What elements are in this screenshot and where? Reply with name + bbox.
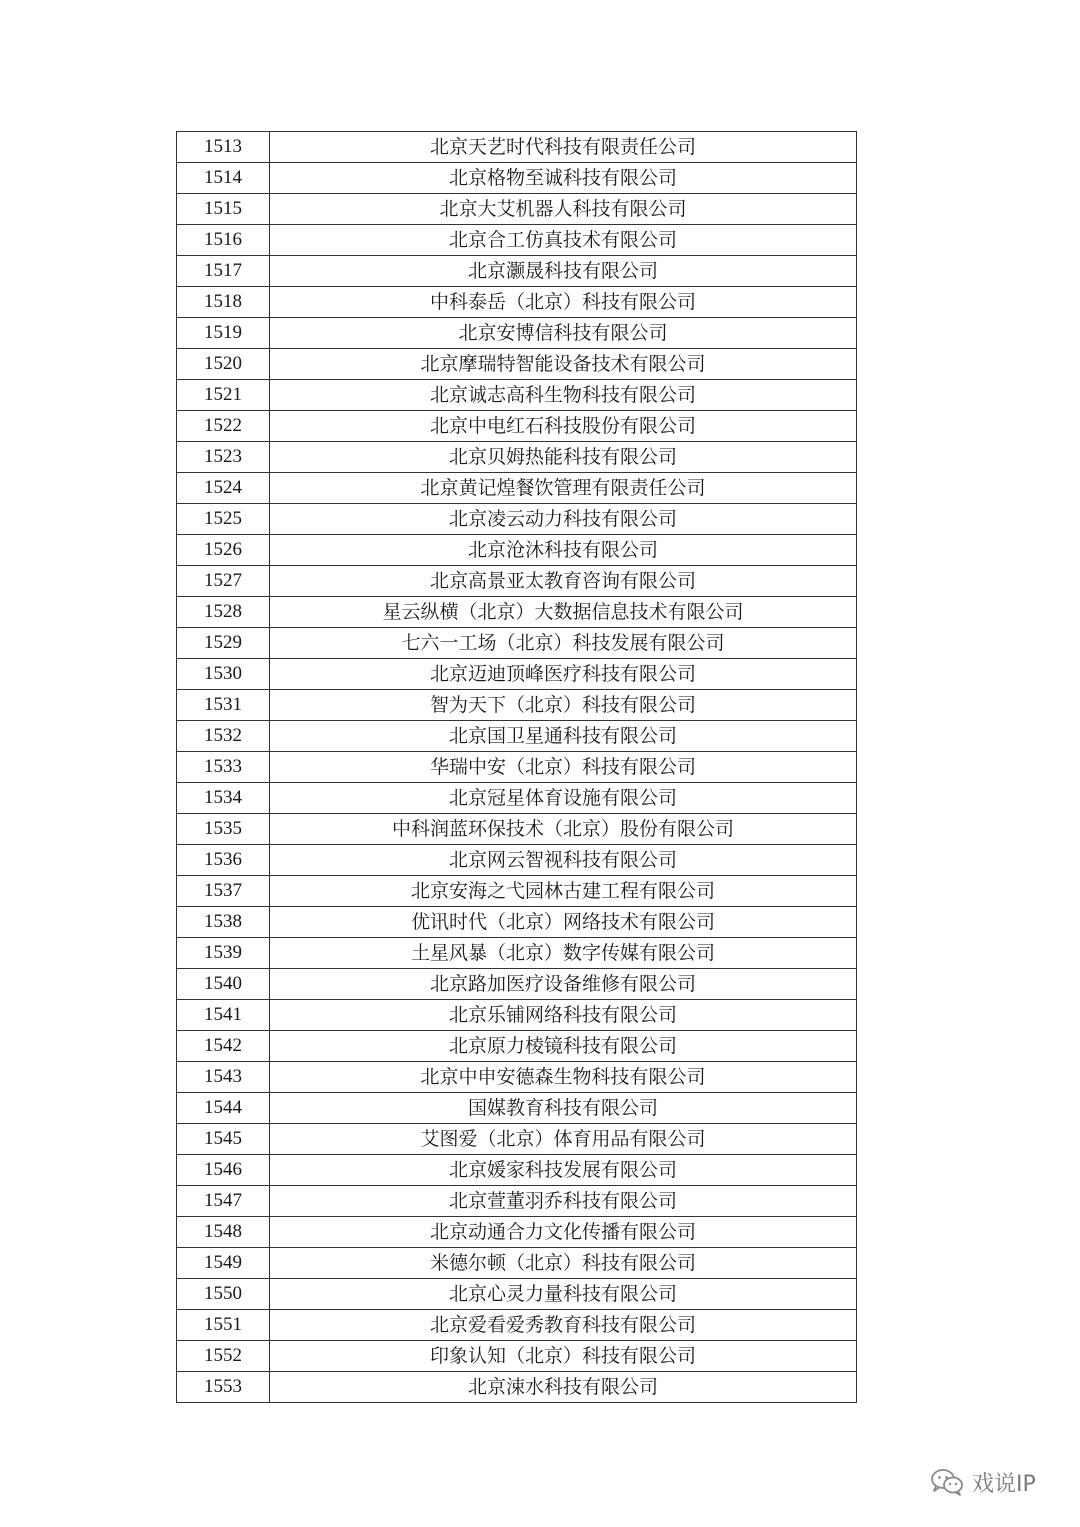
row-number: 1539	[177, 938, 270, 969]
table-row	[177, 814, 857, 845]
table-row	[177, 845, 857, 876]
table-row	[177, 690, 857, 721]
row-number: 1542	[177, 1031, 270, 1062]
company-name: 北京格物至诚科技有限公司	[270, 163, 857, 194]
table-row	[177, 225, 857, 256]
row-number: 1519	[177, 318, 270, 349]
table-row	[177, 256, 857, 287]
table-row	[177, 721, 857, 752]
table-row	[177, 659, 857, 690]
table-row	[177, 1372, 857, 1403]
row-number: 1524	[177, 473, 270, 504]
company-name: 北京中电红石科技股份有限公司	[270, 411, 857, 442]
row-number: 1550	[177, 1279, 270, 1310]
company-name: 北京爱看爱秀教育科技有限公司	[270, 1310, 857, 1341]
table-row	[177, 1062, 857, 1093]
company-name: 北京心灵力量科技有限公司	[270, 1279, 857, 1310]
row-number: 1536	[177, 845, 270, 876]
table-row	[177, 783, 857, 814]
company-name: 北京冠星体育设施有限公司	[270, 783, 857, 814]
row-number: 1513	[177, 132, 270, 163]
row-number: 1531	[177, 690, 270, 721]
table-row	[177, 504, 857, 535]
company-name: 华瑞中安（北京）科技有限公司	[270, 752, 857, 783]
row-number: 1544	[177, 1093, 270, 1124]
row-number: 1538	[177, 907, 270, 938]
table-body	[177, 132, 857, 1403]
table-row	[177, 411, 857, 442]
row-number: 1533	[177, 752, 270, 783]
company-name: 星云纵横（北京）大数据信息技术有限公司	[270, 597, 857, 628]
table-row	[177, 1217, 857, 1248]
company-name: 北京安博信科技有限公司	[270, 318, 857, 349]
row-number: 1521	[177, 380, 270, 411]
company-name: 北京合工仿真技术有限公司	[270, 225, 857, 256]
company-name: 北京诚志高科生物科技有限公司	[270, 380, 857, 411]
row-number: 1546	[177, 1155, 270, 1186]
company-name: 国媒教育科技有限公司	[270, 1093, 857, 1124]
row-number: 1545	[177, 1124, 270, 1155]
company-name: 北京摩瑞特智能设备技术有限公司	[270, 349, 857, 380]
table-row	[177, 907, 857, 938]
company-name: 七六一工场（北京）科技发展有限公司	[270, 628, 857, 659]
company-name: 北京路加医疗设备维修有限公司	[270, 969, 857, 1000]
table-row	[177, 380, 857, 411]
row-number: 1520	[177, 349, 270, 380]
company-name: 北京迈迪顶峰医疗科技有限公司	[270, 659, 857, 690]
row-number: 1523	[177, 442, 270, 473]
row-number: 1515	[177, 194, 270, 225]
row-number: 1540	[177, 969, 270, 1000]
company-name: 北京中申安德森生物科技有限公司	[270, 1062, 857, 1093]
company-name: 艾图爱（北京）体育用品有限公司	[270, 1124, 857, 1155]
company-name: 北京贝姆热能科技有限公司	[270, 442, 857, 473]
table-row	[177, 473, 857, 504]
row-number: 1526	[177, 535, 270, 566]
company-name: 北京高景亚太教育咨询有限公司	[270, 566, 857, 597]
row-number: 1535	[177, 814, 270, 845]
watermark-text: 戏说IP	[972, 1471, 1036, 1497]
row-number: 1527	[177, 566, 270, 597]
table-row	[177, 318, 857, 349]
table-row	[177, 876, 857, 907]
company-name: 中科泰岳（北京）科技有限公司	[270, 287, 857, 318]
row-number: 1543	[177, 1062, 270, 1093]
table-row	[177, 535, 857, 566]
company-name: 北京安海之弋园林古建工程有限公司	[270, 876, 857, 907]
row-number: 1548	[177, 1217, 270, 1248]
company-name: 北京网云智视科技有限公司	[270, 845, 857, 876]
table-row	[177, 194, 857, 225]
table-row	[177, 1279, 857, 1310]
company-name: 土星风暴（北京）数字传媒有限公司	[270, 938, 857, 969]
table-row	[177, 163, 857, 194]
row-number: 1553	[177, 1372, 270, 1403]
company-name: 北京萱董羽乔科技有限公司	[270, 1186, 857, 1217]
row-number: 1514	[177, 163, 270, 194]
table-row	[177, 566, 857, 597]
table-row	[177, 938, 857, 969]
table-row	[177, 132, 857, 163]
row-number: 1517	[177, 256, 270, 287]
company-name: 北京原力棱镜科技有限公司	[270, 1031, 857, 1062]
row-number: 1516	[177, 225, 270, 256]
row-number: 1525	[177, 504, 270, 535]
row-number: 1547	[177, 1186, 270, 1217]
company-name: 北京凌云动力科技有限公司	[270, 504, 857, 535]
company-name: 智为天下（北京）科技有限公司	[270, 690, 857, 721]
row-number: 1552	[177, 1341, 270, 1372]
table-row	[177, 287, 857, 318]
company-name: 北京动通合力文化传播有限公司	[270, 1217, 857, 1248]
row-number: 1551	[177, 1310, 270, 1341]
wechat-icon	[930, 1467, 964, 1497]
row-number: 1522	[177, 411, 270, 442]
row-number: 1541	[177, 1000, 270, 1031]
table-row	[177, 752, 857, 783]
company-name: 北京大艾机器人科技有限公司	[270, 194, 857, 225]
row-number: 1518	[177, 287, 270, 318]
company-name: 北京沧沐科技有限公司	[270, 535, 857, 566]
watermark	[930, 1462, 1036, 1502]
table-row	[177, 1341, 857, 1372]
company-name: 北京天艺时代科技有限责任公司	[270, 132, 857, 163]
table-row	[177, 628, 857, 659]
company-name: 印象认知（北京）科技有限公司	[270, 1341, 857, 1372]
table-row	[177, 969, 857, 1000]
company-name: 北京媛家科技发展有限公司	[270, 1155, 857, 1186]
company-name: 北京黄记煌餐饮管理有限责任公司	[270, 473, 857, 504]
row-number: 1532	[177, 721, 270, 752]
company-name: 北京乐铺网络科技有限公司	[270, 1000, 857, 1031]
row-number: 1534	[177, 783, 270, 814]
table-row	[177, 1031, 857, 1062]
table-row	[177, 597, 857, 628]
table-row	[177, 1093, 857, 1124]
company-name: 优讯时代（北京）网络技术有限公司	[270, 907, 857, 938]
row-number: 1537	[177, 876, 270, 907]
company-name: 中科润蓝环保技术（北京）股份有限公司	[270, 814, 857, 845]
row-number: 1549	[177, 1248, 270, 1279]
table-row	[177, 1124, 857, 1155]
table-row	[177, 1000, 857, 1031]
company-name: 北京灏晟科技有限公司	[270, 256, 857, 287]
table-row	[177, 349, 857, 380]
company-name: 米德尔顿（北京）科技有限公司	[270, 1248, 857, 1279]
table-row	[177, 1248, 857, 1279]
row-number: 1528	[177, 597, 270, 628]
table-row	[177, 1310, 857, 1341]
row-number: 1529	[177, 628, 270, 659]
company-table	[176, 131, 857, 1403]
company-name: 北京涑水科技有限公司	[270, 1372, 857, 1403]
table-row	[177, 442, 857, 473]
table-row	[177, 1155, 857, 1186]
row-number: 1530	[177, 659, 270, 690]
company-name: 北京国卫星通科技有限公司	[270, 721, 857, 752]
table-row	[177, 1186, 857, 1217]
